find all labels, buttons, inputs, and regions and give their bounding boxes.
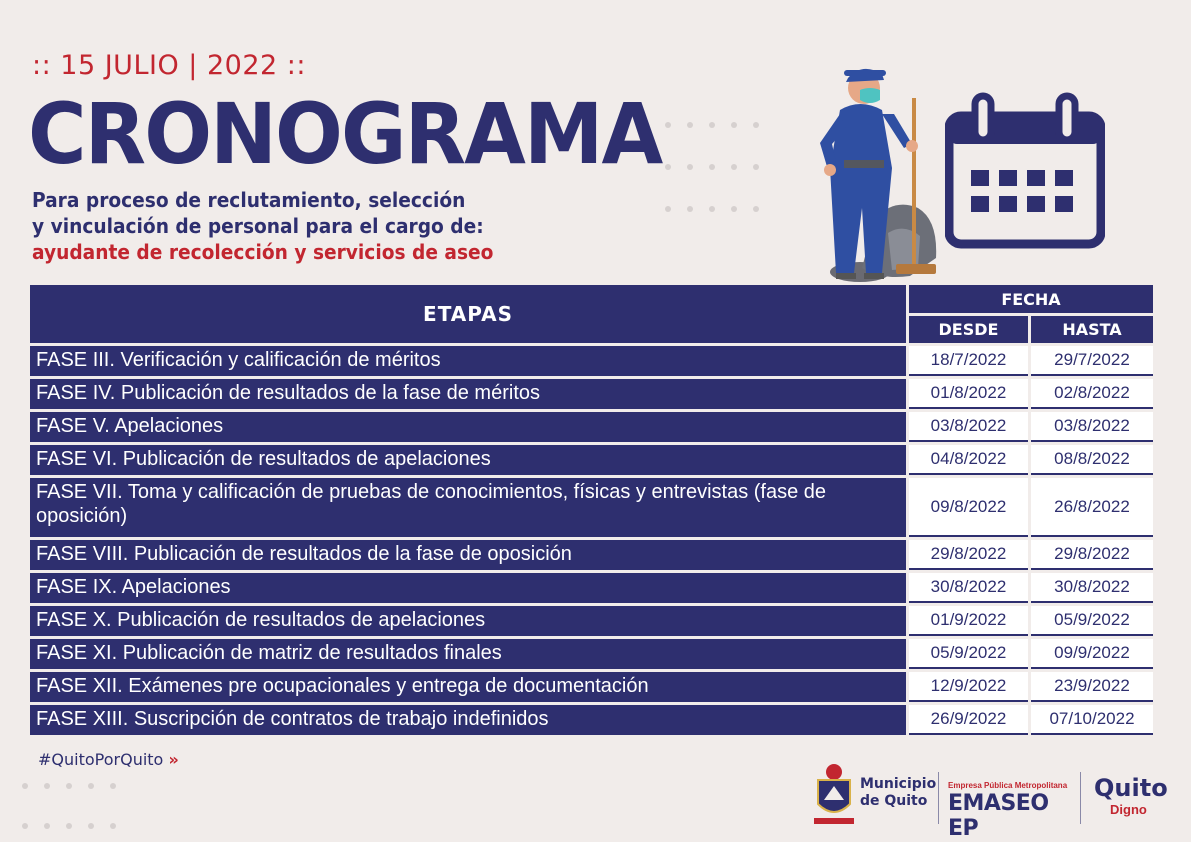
fase-cell: FASE X. Publicación de resultados de apelaciones [30, 606, 906, 636]
decorative-dots-bottom [22, 783, 182, 833]
table-header [30, 285, 1153, 343]
subtitle-line-2: y vinculación de personal para el cargo de: [32, 214, 484, 238]
hasta-cell: 30/8/2022 [1031, 573, 1153, 603]
hasta-cell: 07/10/2022 [1031, 705, 1153, 735]
hashtag-text: #QuitoPorQuito [38, 750, 164, 769]
table-row [30, 445, 1153, 475]
hasta-cell: 09/9/2022 [1031, 639, 1153, 669]
hasta-cell: 29/8/2022 [1031, 540, 1153, 570]
subtitle-highlight: ayudante de recolección y servicios de aseo [32, 240, 494, 264]
table-row [30, 478, 1153, 537]
logo-emaseo-caption: Empresa Pública Metropolitana [948, 781, 1068, 790]
logo-municipio-line-2: de Quito [860, 793, 928, 809]
table-row [30, 540, 1153, 570]
double-chevron-right-icon: » [168, 750, 179, 769]
logo-quito-digno-quito: Quito [1094, 774, 1168, 802]
schedule-table [30, 285, 1153, 735]
date-line: :: 15 JULIO | 2022 :: [32, 50, 306, 81]
table-row [30, 573, 1153, 603]
table-row [30, 346, 1153, 376]
table-row [30, 412, 1153, 442]
desde-cell: 05/9/2022 [909, 639, 1028, 669]
desde-cell: 03/8/2022 [909, 412, 1028, 442]
logo-divider [938, 772, 939, 824]
table-row [30, 639, 1153, 669]
fase-cell: FASE VI. Publicación de resultados de apelaciones [30, 445, 906, 475]
subtitle-line-1: Para proceso de reclutamiento, selección [32, 188, 466, 212]
fase-cell: FASE XI. Publicación de matriz de resultados finales [30, 639, 906, 669]
fase-cell: FASE VII. Toma y calificación de pruebas de conocimientos, físicas y entrevistas (fase de oposición) [30, 478, 906, 537]
header-etapas: ETAPAS [30, 285, 906, 343]
header-hasta: HASTA [1031, 316, 1153, 343]
fase-cell: FASE III. Verificación y calificación de méritos [30, 346, 906, 376]
desde-cell: 09/8/2022 [909, 478, 1028, 537]
logo-municipio [860, 776, 936, 810]
hasta-cell: 02/8/2022 [1031, 379, 1153, 409]
hasta-cell: 08/8/2022 [1031, 445, 1153, 475]
desde-cell: 18/7/2022 [909, 346, 1028, 376]
calendar-icon [945, 90, 1105, 250]
subtitle [32, 187, 493, 265]
hasta-cell: 03/8/2022 [1031, 412, 1153, 442]
worker-illustration [800, 58, 950, 288]
table-row [30, 672, 1153, 702]
desde-cell: 26/9/2022 [909, 705, 1028, 735]
table-row [30, 606, 1153, 636]
logo-quito-digno-digno: Digno [1110, 802, 1147, 817]
hashtag [38, 750, 179, 769]
desde-cell: 04/8/2022 [909, 445, 1028, 475]
header-fecha: FECHA [909, 285, 1153, 313]
header-desde: DESDE [909, 316, 1028, 343]
fase-cell: FASE IV. Publicación de resultados de la fase de méritos [30, 379, 906, 409]
logo-emaseo: EMASEO EP [948, 791, 1049, 841]
hasta-cell: 23/9/2022 [1031, 672, 1153, 702]
table-row [30, 379, 1153, 409]
table-row [30, 705, 1153, 735]
desde-cell: 12/9/2022 [909, 672, 1028, 702]
desde-cell: 30/8/2022 [909, 573, 1028, 603]
desde-cell: 01/9/2022 [909, 606, 1028, 636]
hasta-cell: 05/9/2022 [1031, 606, 1153, 636]
fase-cell: FASE IX. Apelaciones [30, 573, 906, 603]
hasta-cell: 29/7/2022 [1031, 346, 1153, 376]
fase-cell: FASE XII. Exámenes pre ocupacionales y entrega de documentación [30, 672, 906, 702]
logo-divider [1080, 772, 1081, 824]
municipio-coat-of-arms-icon [812, 762, 856, 826]
hasta-cell: 26/8/2022 [1031, 478, 1153, 537]
logo-municipio-line-1: Municipio [860, 776, 937, 792]
fase-cell: FASE V. Apelaciones [30, 412, 906, 442]
fase-cell: FASE XIII. Suscripción de contratos de trabajo indefinidos [30, 705, 906, 735]
page-title: CRONOGRAMA [28, 85, 662, 183]
fase-cell: FASE VIII. Publicación de resultados de la fase de oposición [30, 540, 906, 570]
desde-cell: 01/8/2022 [909, 379, 1028, 409]
desde-cell: 29/8/2022 [909, 540, 1028, 570]
